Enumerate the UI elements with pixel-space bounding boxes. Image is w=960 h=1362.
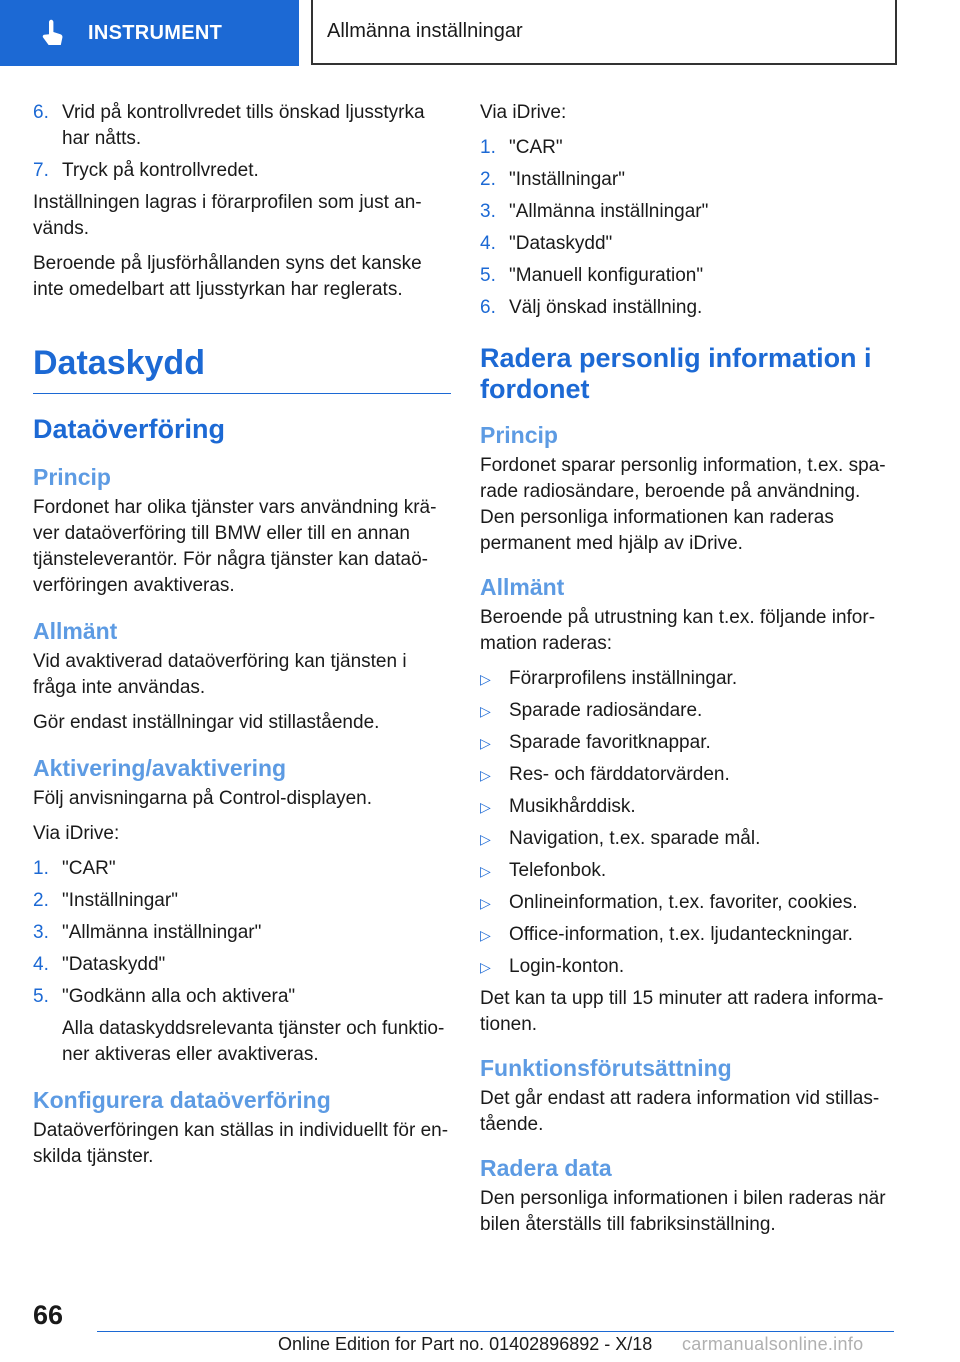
list-item-note: Alla dataskyddsrelevanta tjänster och funktio-ner aktiveras eller avaktiveras. [62, 1018, 445, 1065]
page-number: 66 [33, 1300, 64, 1330]
triangle-bullet-icon: ▷ [480, 927, 491, 943]
bullet-item: ▷ Login-konton. [480, 954, 898, 980]
heading-princip: Princip [480, 422, 558, 448]
triangle-bullet-icon: ▷ [480, 959, 491, 975]
list-item: 4. "Dataskydd" [480, 233, 613, 254]
bullet-item: ▷ Res- och färddatorvärden. [480, 762, 898, 788]
paragraph: Beroende på ljusförhållanden syns det kanske inte omedelbart att ljusstyrkan har reglerats. [33, 253, 422, 300]
paragraph: Via iDrive: [33, 823, 120, 844]
triangle-bullet-icon: ▷ [480, 799, 491, 815]
triangle-bullet-icon: ▷ [480, 735, 491, 751]
section-label: INSTRUMENT [88, 21, 223, 44]
paragraph: Fordonet sparar personlig information, t.ex. spa-rade radiosändare, beroende på användning. Den personliga informationen kan raderas permanent med hjälp av iDrive. [480, 455, 886, 554]
heading-dataoverforing: Dataöverföring [33, 414, 226, 444]
list-item: 2. "Inställningar" [33, 890, 178, 911]
watermark-text: carmanualsonline.info [682, 1334, 864, 1354]
triangle-bullet-icon: ▷ [480, 831, 491, 847]
paragraph: Följ anvisningarna på Control-displayen. [33, 788, 373, 809]
paragraph: Fordonet har olika tjänster vars användning krä-ver dataöverföring till BMW eller till en annan tjänsteleverantör. För några tjänster kan dataö-verföringen avaktiveras. [33, 497, 437, 596]
heading-dataskydd: Dataskydd [33, 343, 451, 394]
chapter-title-box [311, 0, 897, 65]
bullet-item: ▷ Onlineinformation, t.ex. favoriter, cookies. [480, 890, 898, 916]
triangle-bullet-icon: ▷ [480, 863, 491, 879]
bullet-item: ▷ Förarprofilens inställningar. [480, 666, 898, 692]
heading-allmant: Allmänt [480, 574, 565, 600]
list-item: 3. "Allmänna inställningar" [33, 922, 262, 943]
bullet-item: ▷ Navigation, t.ex. sparade mål. [480, 826, 898, 852]
list-item: 2. "Inställningar" [480, 169, 625, 190]
list-item: 3. "Allmänna inställningar" [480, 201, 709, 222]
paragraph: Den personliga informationen i bilen raderas när bilen återställs till fabriksinställning. [480, 1188, 886, 1235]
paragraph: Det kan ta upp till 15 minuter att radera informa-tionen. [480, 988, 884, 1035]
header-section-tab [0, 0, 299, 66]
triangle-bullet-icon: ▷ [480, 671, 491, 687]
list-item: 1. "CAR" [33, 858, 116, 879]
paragraph: Beroende på utrustning kan t.ex. följande infor-mation raderas: [480, 607, 876, 654]
right-column [480, 100, 898, 1247]
triangle-bullet-icon: ▷ [480, 703, 491, 719]
list-item: 1. "CAR" [480, 137, 563, 158]
list-item: 6. Vrid på kontrollvredet tills önskad ljusstyrka har nåtts. [33, 102, 425, 149]
paragraph: Vid avaktiverad dataöverföring kan tjänsten i fråga inte användas. [33, 651, 407, 698]
heading-allmant: Allmänt [33, 618, 118, 644]
list-item: 4. "Dataskydd" [33, 954, 166, 975]
triangle-bullet-icon: ▷ [480, 767, 491, 783]
heading-aktivering: Aktivering/avaktivering [33, 755, 287, 781]
bullet-item: ▷ Sparade radiosändare. [480, 698, 898, 724]
heading-radera-data: Radera data [480, 1155, 612, 1181]
paragraph: Inställningen lagras i förarprofilen som just an-vänds. [33, 192, 422, 239]
footer-divider [97, 1331, 894, 1332]
list-item: 7. Tryck på kontrollvredet. [33, 160, 259, 181]
heading-konfigurera: Konfigurera dataöverföring [33, 1087, 331, 1113]
bullet-item: ▷ Telefonbok. [480, 858, 898, 884]
list-item: 5. "Manuell konfiguration" [480, 265, 704, 286]
paragraph: Dataöverföringen kan ställas in individuellt för en-skilda tjänster. [33, 1120, 449, 1167]
left-column [33, 100, 451, 1179]
heading-radera-personlig: Radera personlig information i fordonet [480, 343, 872, 404]
triangle-bullet-icon: ▷ [480, 895, 491, 911]
heading-princip: Princip [33, 464, 111, 490]
bullet-item: ▷ Musikhårddisk. [480, 794, 898, 820]
list-item: 5. "Godkänn alla och aktivera" [33, 986, 296, 1007]
paragraph: Via iDrive: [480, 102, 567, 123]
bullet-item: ▷ Sparade favoritknappar. [480, 730, 898, 756]
paragraph: Gör endast inställningar vid stillastående. [33, 712, 380, 733]
edition-text: Online Edition for Part no. 01402896892 - X/18 [278, 1334, 653, 1354]
paragraph: Det går endast att radera information vid stillas-tående. [480, 1088, 880, 1135]
list-item: 6. Välj önskad inställning. [480, 297, 703, 318]
heading-funktionsforutsattning: Funktionsförutsättning [480, 1055, 732, 1081]
touch-hand-icon [38, 18, 68, 48]
bullet-item: ▷ Office-information, t.ex. ljudanteckningar. [480, 922, 898, 948]
chapter-title: Allmänna inställningar [327, 20, 523, 42]
